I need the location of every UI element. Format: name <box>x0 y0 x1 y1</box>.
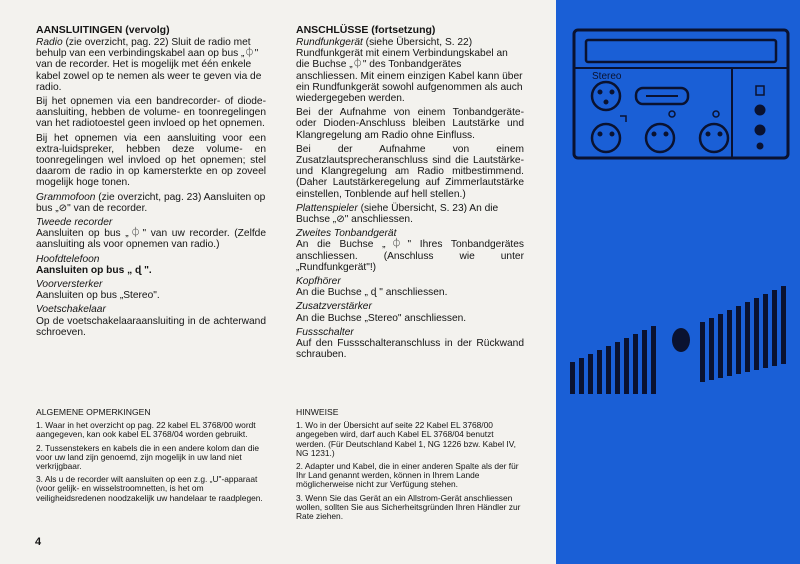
grille-slot <box>624 338 629 394</box>
note-item: 3. Als u de recorder wilt aansluiten op een z.g. „U"-apparaat (voor gelijk- en wisselstroomnetten, is het om veiligheidsredenen noodzakelijk uw handelaar te raadplegen. <box>36 474 263 503</box>
section-text: Auf den Fussschalteranschluss in der Rückwand schrauben. <box>296 338 524 361</box>
section-heading: Tweede recorder <box>36 217 113 229</box>
section-text: An die Buchse „⏀" Ihres Tonbandgerätes anschliessen. (Anschluss wie unter „Rundfunkgerät"!) <box>296 239 524 273</box>
section <box>36 304 266 338</box>
connector-panel <box>574 30 788 158</box>
grille-slot <box>597 350 602 394</box>
radio-socket <box>646 124 674 152</box>
section-text: (zie overzicht, pag. 22) Sluit de radio met behulp van een verbindingskabel aan op bus „⏀" van de recorder. Het is mogelijk met één enkele kabel zowel op te nemen als weer te geven via de radio. <box>36 37 262 93</box>
socket-pin <box>598 90 602 94</box>
german-notes-title: HINWEISE <box>296 407 339 417</box>
page-number: 4 <box>35 536 42 548</box>
recorder-socket <box>700 124 728 152</box>
section-heading: Hoofdtelefoon <box>36 253 100 265</box>
section-text: An die Buchse „ ɖ " anschliessen. <box>296 287 448 299</box>
section-text: Bei der Aufnahme von einem Tonbandgeräte- oder Dioden-Anschluss bleiben Lautstärke und Klangregelung am Radio ohne Einfluss. <box>296 107 524 141</box>
section-heading: Kopfhörer <box>296 276 341 288</box>
note-item: 2. Tussenstekers en kabels die in een andere kolom dan die voor uw land zijn genoemd, zijn mogelijk in uw land niet verkrijgbaar. <box>36 442 260 472</box>
grille-slot <box>709 318 714 380</box>
german-notes-list <box>296 421 524 521</box>
section-heading: Zusatzverstärker <box>296 301 372 313</box>
footswitch-jack <box>757 143 763 149</box>
grille-slot <box>651 326 656 394</box>
grille-slot <box>700 322 705 382</box>
section <box>296 107 524 141</box>
section-heading: Radio <box>36 37 63 48</box>
speaker-symbol-icon <box>756 86 764 95</box>
german-title: ANSCHLÜSSE (fortsetzung) <box>296 24 436 36</box>
section <box>296 327 524 361</box>
grille-slot <box>570 362 575 394</box>
grille-slot <box>727 310 732 376</box>
section-text: Bij het opnemen via een bandrecorder- of diode-aansluiting, hebben de volume- en toonregelingen van het radiotoestel geen invloed op het opnemen. <box>36 96 266 130</box>
recorder-symbol-icon <box>713 111 719 117</box>
note-item: 2. Adapter und Kabel, die in einer anderen Spalte als der für Ihr Land genannt werden, können in Ihrem Lande möglicherweise nicht zur Verfügung stehen. <box>296 461 519 490</box>
dutch-title: AANSLUITINGEN (vervolg) <box>36 24 170 36</box>
socket-pin <box>664 132 668 136</box>
socket-pin <box>706 132 710 136</box>
illustration-panel <box>556 0 800 564</box>
section-text: An die Buchse „Stereo" anschliessen. <box>296 312 467 324</box>
note-item: 1. Waar in het overzicht op pag. 22 kabel EL 3768/00 wordt aangegeven, kan ook kabel EL 3768/04 worden gebruikt. <box>36 420 256 440</box>
section-text: Aansluiten op bus „⏀" van uw recorder. (Zelfde aansluiting als voor opnemen van radio.) <box>36 228 266 251</box>
grille-slot <box>781 286 786 364</box>
section <box>36 133 266 189</box>
german-column <box>296 24 524 363</box>
section-text: (zie overzicht, pag. 23) Aansluiten op bus „⊘" van de recorder. <box>36 191 266 214</box>
socket-pin <box>652 132 656 136</box>
section <box>296 228 524 273</box>
grille-slot <box>615 342 620 394</box>
dutch-notes <box>36 408 271 507</box>
section-heading: Rundfunkgerät <box>296 37 363 48</box>
section-heading: Grammofoon <box>36 191 96 203</box>
stereo-socket <box>592 82 620 110</box>
socket-pin <box>718 132 722 136</box>
german-notes <box>296 408 524 525</box>
dutch-sections <box>36 37 266 338</box>
section <box>296 203 524 225</box>
phono-socket <box>592 124 620 152</box>
panel-slot <box>586 40 776 62</box>
grille-slot <box>718 314 723 378</box>
grille-slot <box>642 330 647 394</box>
grille-slot <box>736 306 741 374</box>
section-text: Aansluiten op bus „ ɖ ". <box>36 264 152 276</box>
section <box>296 301 524 323</box>
grille-slot <box>588 354 593 394</box>
note-item: 1. Wo in der Übersicht auf seite 22 Kabel EL 3768/00 angegeben wird, darf auch Kabel EL 3768/04 benutzt werden. (Für Deutschland Kabel 1, NG 1226 bzw. Kabel IV, NG 1231.) <box>296 420 516 458</box>
dutch-notes-title: ALGEMENE OPMERKINGEN <box>36 407 151 417</box>
socket-pin <box>610 90 614 94</box>
section-heading: Plattenspieler <box>296 202 358 214</box>
socket-pin <box>604 100 608 104</box>
radio-symbol-icon <box>669 111 675 117</box>
phono-symbol-icon <box>620 116 626 122</box>
section-text: Aansluiten op bus „Stereo". <box>36 290 160 302</box>
socket-pin <box>598 132 602 136</box>
stereo-label: Stereo <box>592 71 622 82</box>
section-text: Bei der Aufnahme von einem Zusatzlautsprecheranschluss sind die Lautstärke- und Klangregelung am Radio mitbestimmend. (Daher Lautstärkeregelung auf Zimmerlautstärke einstellen, Tonblende auf hell stellen.) <box>296 143 524 200</box>
dutch-notes-list <box>36 421 271 503</box>
headphone-jack <box>755 105 765 115</box>
grille-slot <box>579 358 584 394</box>
section-text: Op de voetschakelaaraansluiting in de achterwand schroeven. <box>36 315 266 338</box>
section-text: Bij het opnemen via een aansluiting voor een extra-luidspreker, hebben deze volume- en toonregelingen wel invloed op het opnemen; stel daarom de radio in op kamersterkte en op zoveel mogelijk hoge tonen. <box>36 132 266 189</box>
section-heading: Zweites Tonbandgerät <box>296 228 397 240</box>
note-item: 3. Wenn Sie das Gerät an ein Allstrom-Gerät anschliessen wollen, sollten Sie aus Sicherheitsgründen Ihren Händler zur Rate ziehen. <box>296 492 521 522</box>
grille-slot <box>606 346 611 394</box>
german-sections <box>296 37 524 360</box>
section <box>36 37 266 93</box>
section <box>296 37 524 104</box>
dutch-column <box>36 24 266 341</box>
section <box>36 254 266 276</box>
ventilation-grille <box>570 286 786 394</box>
section <box>296 276 524 298</box>
section-text: (siehe Übersicht, S. 22) Rundfunkgerät mit einem Verbindungskabel an die Buchse „⏀" des Tonbandgerätes anschliessen. Mit einem einzigen Kabel kann über ein Rundfunkgerät sowohl aufgenommen als auch wiedergegeben werden. <box>296 37 523 105</box>
section <box>36 96 266 130</box>
grille-screw <box>672 328 690 352</box>
extension-jack <box>755 125 765 135</box>
section-heading: Fussschalter <box>296 326 354 338</box>
socket-pin <box>610 132 614 136</box>
section <box>36 217 266 251</box>
section-heading: Voorversterker <box>36 279 103 291</box>
grille-slot <box>633 334 638 394</box>
section-text: (siehe Übersicht, S. 23) An die Buchse „⊘" anschliessen. <box>296 202 499 226</box>
grille-slot <box>754 298 759 370</box>
section <box>36 279 266 301</box>
grille-slot <box>763 294 768 368</box>
section <box>296 144 524 200</box>
section <box>36 192 266 214</box>
grille-slot <box>745 302 750 372</box>
recorder-back-illustration <box>556 0 800 564</box>
section-heading: Voetschakelaar <box>36 304 106 316</box>
grille-slot <box>772 290 777 366</box>
